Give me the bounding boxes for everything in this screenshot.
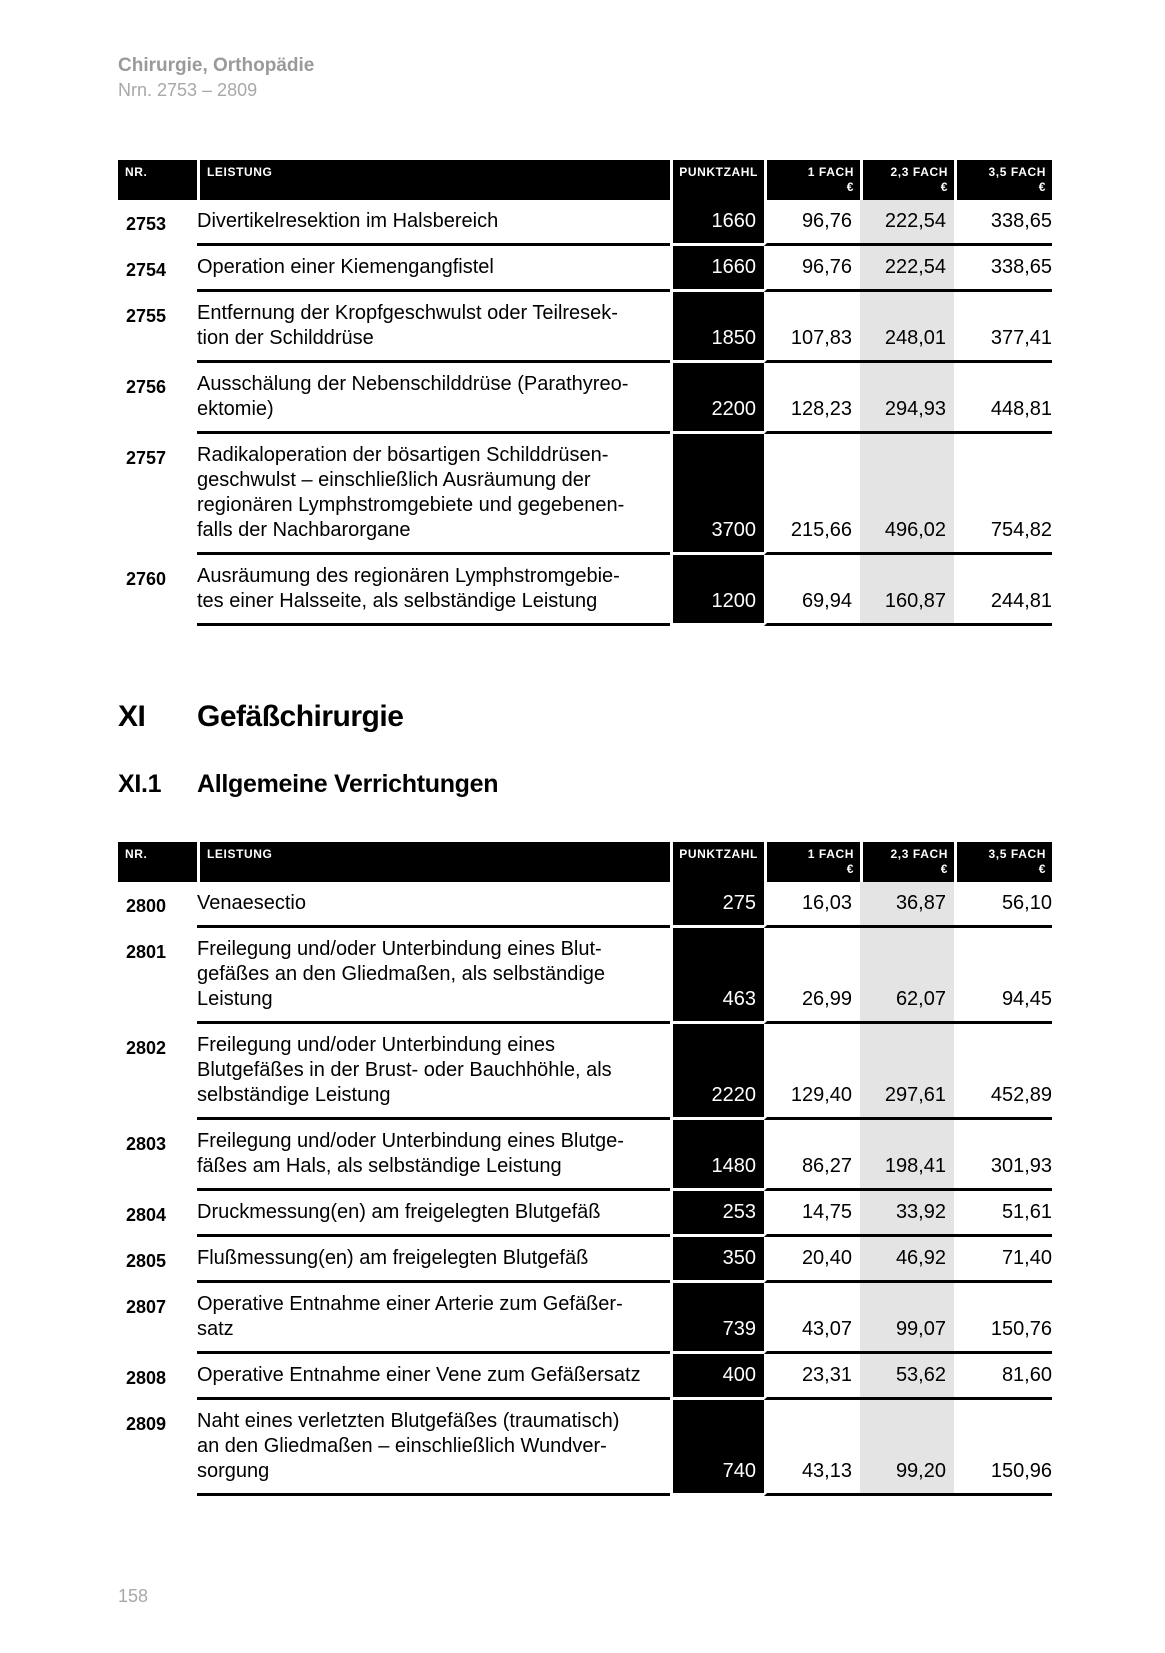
row-fee-1fach: 86,27 (764, 1120, 860, 1191)
header-currency: € (846, 180, 854, 194)
row-punktzahl: 400 (670, 1354, 764, 1400)
row-fee-23fach: 294,93 (860, 363, 954, 434)
row-fee-1fach: 69,94 (764, 555, 860, 626)
row-fee-23fach: 53,62 (860, 1354, 954, 1400)
row-punktzahl: 1480 (670, 1120, 764, 1191)
row-fee-35fach: 377,41 (954, 292, 1052, 363)
row-number: 2809 (126, 1414, 167, 1434)
table-row (118, 1191, 1052, 1237)
row-fee-35fach: 754,82 (954, 434, 1052, 555)
row-fee-35fach: 338,65 (954, 246, 1052, 292)
row-fee-23fach: 36,87 (860, 882, 954, 928)
header-fach23-label: 2,3 FACH (890, 847, 948, 861)
row-fee-1fach: 215,66 (764, 434, 860, 555)
header-leistung: LEISTUNG (197, 160, 670, 200)
header-fach1 (764, 160, 860, 200)
table-row (118, 200, 1052, 246)
row-description: Divertikelresektion im Halsbereich (197, 200, 670, 246)
table-row (118, 1354, 1052, 1400)
row-fee-23fach: 46,92 (860, 1237, 954, 1283)
row-punktzahl: 739 (670, 1283, 764, 1354)
row-fee-23fach: 62,07 (860, 928, 954, 1024)
row-fee-23fach: 99,07 (860, 1283, 954, 1354)
row-punktzahl: 1200 (670, 555, 764, 626)
row-fee-23fach: 198,41 (860, 1120, 954, 1191)
row-description: Freilegung und/oder Unterbindung eines Blutgefäßes in der Brust- oder Bauchhöhle, als selbständige Leistung (197, 1024, 670, 1120)
row-fee-1fach: 26,99 (764, 928, 860, 1024)
header-fach35-label: 3,5 FACH (988, 847, 1046, 861)
row-punktzahl: 3700 (670, 434, 764, 555)
row-number: 2800 (126, 896, 167, 916)
row-fee-23fach: 160,87 (860, 555, 954, 626)
table-row (118, 363, 1052, 434)
header-punktzahl: PUNKTZAHL (670, 842, 764, 882)
row-description: Flußmessung(en) am freigelegten Blutgefäß (197, 1237, 670, 1283)
row-description: Ausräumung des regionären Lymphstromgebie- tes einer Halsseite, als selbständige Leistung (197, 555, 670, 626)
row-fee-23fach: 33,92 (860, 1191, 954, 1237)
row-description: Naht eines verletzten Blutgefäßes (traumatisch) an den Gliedmaßen – einschließlich Wundver- sorgung (197, 1400, 670, 1496)
row-punktzahl: 1660 (670, 200, 764, 246)
row-fee-1fach: 20,40 (764, 1237, 860, 1283)
header-fach1-label: 1 FACH (807, 847, 854, 861)
row-punktzahl: 2200 (670, 363, 764, 434)
row-description: Operative Entnahme einer Vene zum Gefäßersatz (197, 1354, 670, 1400)
header-fach35-label: 3,5 FACH (988, 165, 1046, 179)
row-fee-23fach: 496,02 (860, 434, 954, 555)
row-fee-35fach: 94,45 (954, 928, 1052, 1024)
table-row (118, 292, 1052, 363)
row-punktzahl: 1850 (670, 292, 764, 363)
row-fee-23fach: 222,54 (860, 200, 954, 246)
row-description: Freilegung und/oder Unterbindung eines Blutge- fäßes am Hals, als selbständige Leistung (197, 1120, 670, 1191)
subsection-heading: Allgemeine Verrichtungen (197, 770, 499, 798)
row-fee-35fach: 81,60 (954, 1354, 1052, 1400)
fee-table-1 (118, 160, 1052, 626)
header-currency: € (1038, 862, 1046, 876)
row-fee-1fach: 14,75 (764, 1191, 860, 1237)
header-currency: € (940, 862, 948, 876)
row-fee-1fach: 129,40 (764, 1024, 860, 1120)
row-punktzahl: 1660 (670, 246, 764, 292)
row-fee-1fach: 43,07 (764, 1283, 860, 1354)
header-currency: € (1038, 180, 1046, 194)
row-fee-35fach: 452,89 (954, 1024, 1052, 1120)
table-header-row (118, 842, 1052, 882)
header-fach1-label: 1 FACH (807, 165, 854, 179)
row-number: 2753 (126, 214, 167, 234)
row-description: Ausschälung der Nebenschilddrüse (Parathyreo- ektomie) (197, 363, 670, 434)
header-fach35 (954, 160, 1052, 200)
table-row (118, 1237, 1052, 1283)
page-number: 158 (118, 1586, 149, 1606)
header-nr: NR. (118, 842, 197, 882)
section-number: XI (118, 700, 146, 733)
table-row (118, 1283, 1052, 1354)
row-number: 2756 (126, 377, 167, 397)
row-description: Entfernung der Kropfgeschwulst oder Teilresek- tion der Schilddrüse (197, 292, 670, 363)
row-fee-23fach: 297,61 (860, 1024, 954, 1120)
row-fee-35fach: 150,96 (954, 1400, 1052, 1496)
row-fee-1fach: 96,76 (764, 246, 860, 292)
row-number: 2804 (126, 1205, 167, 1225)
row-number: 2757 (126, 448, 167, 468)
section-heading: Gefäßchirurgie (197, 700, 404, 733)
header-fach23-label: 2,3 FACH (890, 165, 948, 179)
table-row (118, 246, 1052, 292)
header-fach23 (860, 842, 954, 882)
row-fee-35fach: 301,93 (954, 1120, 1052, 1191)
row-description: Operation einer Kiemengangfistel (197, 246, 670, 292)
row-fee-35fach: 244,81 (954, 555, 1052, 626)
header-currency: € (846, 862, 854, 876)
section-title (118, 700, 403, 734)
row-description: Druckmessung(en) am freigelegten Blutgefäß (197, 1191, 670, 1237)
row-punktzahl: 253 (670, 1191, 764, 1237)
row-punktzahl: 350 (670, 1237, 764, 1283)
row-description: Radikaloperation der bösartigen Schilddrüsen- geschwulst – einschließlich Ausräumung der regionären Lymphstromgebiete und gegebenen- falls der Nachbarorgane (197, 434, 670, 555)
row-punktzahl: 740 (670, 1400, 764, 1496)
running-head-subtitle: Nrn. 2753 – 2809 (118, 80, 258, 100)
row-fee-1fach: 23,31 (764, 1354, 860, 1400)
row-fee-1fach: 107,83 (764, 292, 860, 363)
row-fee-35fach: 150,76 (954, 1283, 1052, 1354)
row-punktzahl: 2220 (670, 1024, 764, 1120)
row-fee-35fach: 448,81 (954, 363, 1052, 434)
table-row (118, 1024, 1052, 1120)
subsection-title (118, 770, 498, 799)
row-number: 2755 (126, 306, 167, 326)
row-number: 2802 (126, 1038, 167, 1058)
row-fee-1fach: 16,03 (764, 882, 860, 928)
row-description: Freilegung und/oder Unterbindung eines Blut- gefäßes an den Gliedmaßen, als selbständige Leistung (197, 928, 670, 1024)
table-row (118, 1400, 1052, 1496)
header-leistung: LEISTUNG (197, 842, 670, 882)
header-fach35 (954, 842, 1052, 882)
table-header-row (118, 160, 1052, 200)
row-fee-1fach: 43,13 (764, 1400, 860, 1496)
table-row (118, 882, 1052, 928)
row-description: Venaesectio (197, 882, 670, 928)
row-fee-23fach: 99,20 (860, 1400, 954, 1496)
table-row (118, 1120, 1052, 1191)
row-number: 2805 (126, 1251, 167, 1271)
row-punktzahl: 275 (670, 882, 764, 928)
row-number: 2760 (126, 569, 167, 589)
row-fee-35fach: 338,65 (954, 200, 1052, 246)
table-row (118, 434, 1052, 555)
row-fee-23fach: 222,54 (860, 246, 954, 292)
row-number: 2808 (126, 1368, 167, 1388)
header-nr: NR. (118, 160, 197, 200)
running-head-title: Chirurgie, Orthopädie (118, 55, 315, 76)
table-row (118, 928, 1052, 1024)
row-number: 2801 (126, 942, 167, 962)
row-number: 2803 (126, 1134, 167, 1154)
header-punktzahl: PUNKTZAHL (670, 160, 764, 200)
row-punktzahl: 463 (670, 928, 764, 1024)
header-fach23 (860, 160, 954, 200)
row-fee-35fach: 56,10 (954, 882, 1052, 928)
subsection-number: XI.1 (118, 770, 162, 798)
running-head (118, 54, 314, 102)
row-number: 2754 (126, 260, 167, 280)
fee-table-2 (118, 842, 1052, 1496)
header-fach1 (764, 842, 860, 882)
row-number: 2807 (126, 1297, 167, 1317)
header-currency: € (940, 180, 948, 194)
row-fee-23fach: 248,01 (860, 292, 954, 363)
row-fee-35fach: 71,40 (954, 1237, 1052, 1283)
table-row (118, 555, 1052, 626)
row-fee-1fach: 128,23 (764, 363, 860, 434)
row-fee-35fach: 51,61 (954, 1191, 1052, 1237)
row-description: Operative Entnahme einer Arterie zum Gefäßer- satz (197, 1283, 670, 1354)
row-fee-1fach: 96,76 (764, 200, 860, 246)
